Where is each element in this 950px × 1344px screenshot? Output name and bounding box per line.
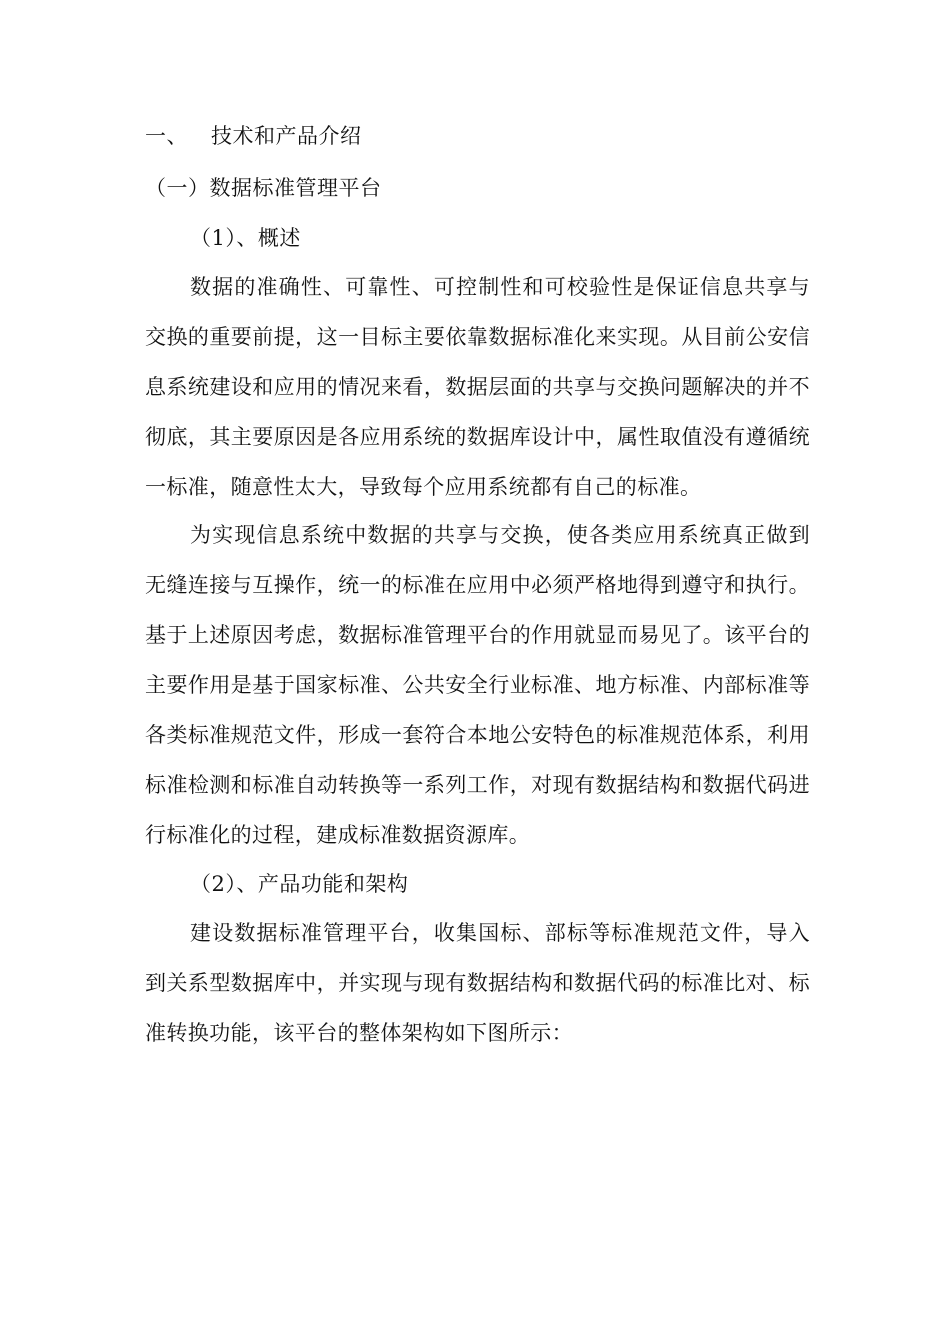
overview-paragraph-2: 为实现信息系统中数据的共享与交换，使各类应用系统真正做到无缝连接与互操作，统一的标准在应用中必须严格地得到遵守和执行。基于上述原因考虑，数据标准管理平台的作用就显而易见了。该平台的主要作用是基于国家标准、公共安全行业标准、地方标准、内部标准等各类标准规范文件，形成一套符合本地公安特色的标准规范体系，利用标准检测和标准自动转换等一系列工作，对现有数据结构和数据代码进行标准化的过程，建成标准数据资源库。 [145,523,810,847]
section-overview-title: （1）、概述 [190,226,301,250]
heading-level-2: （一）数据标准管理平台 [145,176,382,200]
heading-level-1-number: 一、 [145,124,188,148]
section-function-title: （2）、产品功能和架构 [190,872,409,896]
heading-level-1-title: 技术和产品介绍 [211,124,362,148]
heading-level-1 [145,124,362,148]
function-paragraph-1: 建设数据标准管理平台，收集国标、部标等标准规范文件，导入到关系型数据库中，并实现与现有数据结构和数据代码的标准比对、标准转换功能，该平台的整体架构如下图所示： [145,921,810,1045]
overview-paragraph-1: 数据的准确性、可靠性、可控制性和可校验性是保证信息共享与交换的重要前提，这一目标主要依靠数据标准化来实现。从目前公安信息系统建设和应用的情况来看，数据层面的共享与交换问题解决的并不彻底，其主要原因是各应用系统的数据库设计中，属性取值没有遵循统一标准，随意性太大，导致每个应用系统都有自己的标准。 [145,275,810,499]
